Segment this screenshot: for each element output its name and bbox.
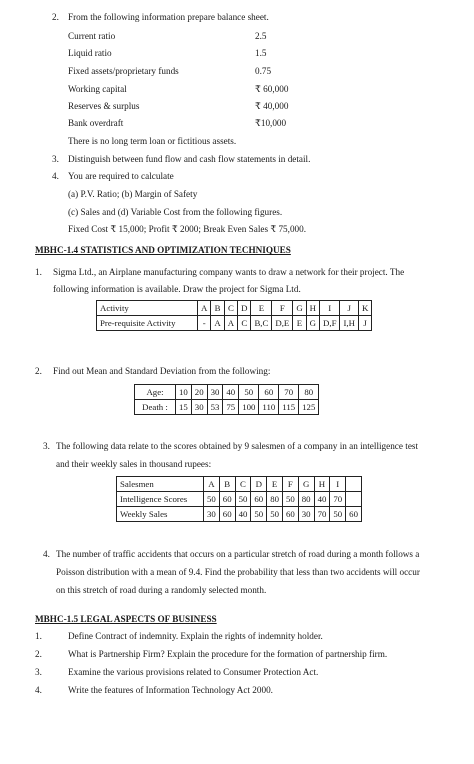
salesmen-row [117,477,362,492]
current-ratio-value: 2.5 [255,31,267,41]
activity-cell: D [238,301,251,316]
prereq-cell: D,F [320,316,340,331]
prereq-cell: - [198,316,211,331]
reserves-label: Reserves & surplus [68,101,140,111]
sales-cell: 50 [267,507,283,522]
working-capital-label: Working capital [68,84,127,94]
activity-cell: A [198,301,211,316]
salesman-cell: E [267,477,283,492]
s14-q1-number: 1. [35,267,42,277]
age-cell: 40 [223,385,239,400]
score-cell: 80 [298,492,314,507]
activity-cell: B [211,301,224,316]
s14-q4-line2: Poisson distribution with a mean of 9.4. Find the probability that less than two accidents will occur [56,567,420,577]
q4-text: You are required to calculate [68,171,174,181]
salesman-cell [346,477,362,492]
salesman-cell: F [282,477,298,492]
prereq-cell: A [224,316,237,331]
prereq-cell: G [306,316,319,331]
liquid-ratio-value: 1.5 [255,48,267,58]
age-cell: 60 [259,385,279,400]
death-cell: 100 [239,400,259,415]
death-cell: 53 [207,400,223,415]
q4-part-c: (c) Sales and (d) Variable Cost from the following figures. [68,207,283,217]
s14-q3-line1: The following data relate to the scores obtained by 9 salesmen of a company in an intelligence test [56,441,419,451]
s15-item-number: 2. [35,649,42,659]
prereq-cell: A [211,316,224,331]
s15-item-number: 4. [35,685,42,695]
death-cell: 75 [223,400,239,415]
age-cell: 50 [239,385,259,400]
prereq-cell: I,H [340,316,358,331]
s14-q1-line2: following information is available. Draw the project for Sigma Ltd. [53,284,301,294]
section-14-heading: MBHC-1.4 STATISTICS AND OPTIMIZATION TECHNIQUES [35,245,291,255]
s14-q3-number: 3. [43,441,50,451]
death-cell: 110 [259,400,279,415]
sales-cell: 40 [235,507,251,522]
activity-cell: K [358,301,371,316]
sales-cell: 60 [219,507,235,522]
score-cell: 40 [314,492,330,507]
salesman-cell: C [235,477,251,492]
salesman-cell: B [219,477,235,492]
s14-q4-line3: on this stretch of road during a randomly selected month. [56,585,267,595]
fixed-assets-value: 0.75 [255,66,272,76]
s14-q3-line2: and their weekly sales in thousand rupees: [56,459,212,469]
activity-label: Activity [97,301,198,316]
s14-q1-line1: Sigma Ltd., an Airplane manufacturing company wants to draw a network for their project. The [53,267,405,277]
liquid-ratio-label: Liquid ratio [68,48,112,58]
death-cell: 30 [191,400,207,415]
salesman-cell: A [204,477,220,492]
salesman-cell: H [314,477,330,492]
score-cell: 50 [204,492,220,507]
death-cell: 125 [299,400,319,415]
fixed-assets-label: Fixed assets/proprietary funds [68,66,179,76]
q4-figures: Fixed Cost ₹ 15,000; Profit ₹ 2000; Break Even Sales ₹ 75,000. [68,224,307,234]
sales-cell: 50 [330,507,346,522]
sales-cell: 30 [204,507,220,522]
q2-title: From the following information prepare balance sheet. [68,12,269,22]
sales-cell: 70 [314,507,330,522]
prereq-cell: C [238,316,251,331]
age-cell: 10 [176,385,192,400]
sales-cell: 50 [251,507,267,522]
activity-row [97,301,372,316]
s15-item-number: 3. [35,667,42,677]
age-cell: 80 [299,385,319,400]
s15-item-number: 1. [35,631,42,641]
score-cell: 60 [251,492,267,507]
s15-item-text: Examine the various provisions related to Consumer Protection Act. [68,667,319,677]
activity-table [96,300,372,331]
prereq-cell: B,C [251,316,272,331]
scores-label: Intelligence Scores [117,492,204,507]
q2-number: 2. [52,12,59,22]
scores-row [117,492,362,507]
score-cell: 60 [219,492,235,507]
score-cell: 80 [267,492,283,507]
activity-cell: J [340,301,358,316]
s14-q4-number: 4. [43,549,50,559]
salesman-cell: I [330,477,346,492]
s15-item-text: Write the features of Information Technology Act 2000. [68,685,273,695]
sales-cell: 60 [282,507,298,522]
score-cell: 70 [330,492,346,507]
reserves-value: ₹ 40,000 [255,101,289,111]
age-label: Age: [135,385,176,400]
prereq-label: Pre-requisite Activity [97,316,198,331]
activity-cell: H [306,301,319,316]
activity-cell: I [320,301,340,316]
death-cell: 115 [279,400,299,415]
bank-overdraft-value: ₹10,000 [255,118,287,128]
salesman-cell: D [251,477,267,492]
activity-cell: C [224,301,237,316]
death-row [135,400,319,415]
prereq-cell: D,E [272,316,293,331]
salesman-cell: G [298,477,314,492]
score-cell [346,492,362,507]
s15-item-text: What is Partnership Firm? Explain the procedure for the formation of partnership firm. [68,649,388,659]
score-cell: 50 [235,492,251,507]
age-cell: 20 [191,385,207,400]
working-capital-value: ₹ 60,000 [255,84,289,94]
age-death-table [134,384,319,415]
death-cell: 15 [176,400,192,415]
prereq-cell: E [293,316,306,331]
q3-number: 3. [52,154,59,164]
sales-cell: 30 [298,507,314,522]
q4-number: 4. [52,171,59,181]
age-cell: 70 [279,385,299,400]
s14-q4-line1: The number of traffic accidents that occurs on a particular stretch of road during a month follows a [56,549,420,559]
current-ratio-label: Current ratio [68,31,116,41]
q2-note: There is no long term loan or fictitious assets. [68,136,237,146]
s15-item-text: Define Contract of indemnity. Explain the rights of indemnity holder. [68,631,323,641]
prereq-row [97,316,372,331]
score-cell: 50 [282,492,298,507]
salesmen-table [116,476,362,522]
activity-cell: F [272,301,293,316]
s14-q2-text: Find out Mean and Standard Deviation from the following: [53,366,271,376]
s14-q2-number: 2. [35,366,42,376]
salesmen-label: Salesmen [117,477,204,492]
age-row [135,385,319,400]
prereq-cell: J [358,316,371,331]
activity-cell: G [293,301,306,316]
sales-cell: 60 [346,507,362,522]
section-15-heading: MBHC-1.5 LEGAL ASPECTS OF BUSINESS [35,614,217,624]
q4-part-a: (a) P.V. Ratio; (b) Margin of Safety [68,189,198,199]
activity-cell: E [251,301,272,316]
bank-overdraft-label: Bank overdraft [68,118,124,128]
age-cell: 30 [207,385,223,400]
q3-text: Distinguish between fund flow and cash flow statements in detail. [68,154,311,164]
sales-row [117,507,362,522]
sales-label: Weekly Sales [117,507,204,522]
death-label: Death : [135,400,176,415]
